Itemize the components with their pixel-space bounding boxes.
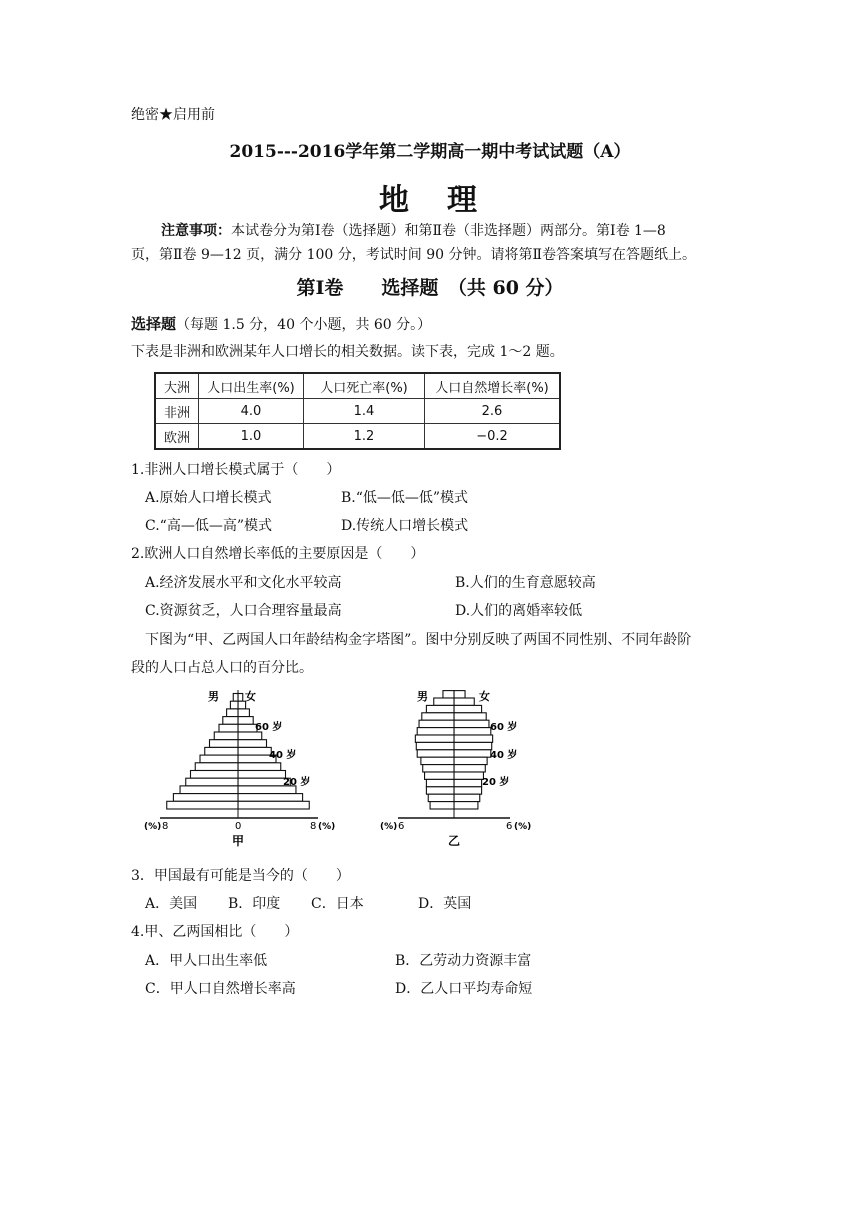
jia-zero-tick: 0 <box>235 821 242 832</box>
yi-male-label: 男 <box>417 690 428 703</box>
yi-female-label: 女 <box>479 690 490 703</box>
jia-male-label: 男 <box>208 690 219 703</box>
yi-name: 乙 <box>448 834 461 848</box>
jia-pct-right-label: (%) <box>318 822 336 832</box>
q3-option-a: A．美国 <box>145 896 198 912</box>
q1-stem: 1.非洲人口增长模式属于（ ） <box>131 462 341 478</box>
jia-male-bar <box>173 794 238 802</box>
yi-male-bar <box>426 787 454 794</box>
yi-male-bar <box>434 698 454 705</box>
jia-age20-label: 20 岁 <box>283 777 311 788</box>
mc-heading <box>131 313 431 334</box>
yi-female-bar <box>454 691 465 698</box>
yi-age40-label: 40 岁 <box>490 750 518 761</box>
table-cell: 欧洲 <box>155 424 199 450</box>
yi-female-bar <box>454 794 480 801</box>
jia-male-bar <box>167 801 238 809</box>
q2-stem: 2.欧洲人口自然增长率低的主要原因是（ ） <box>131 546 425 562</box>
yi-male-bar <box>415 735 454 742</box>
jia-male-bar <box>214 732 238 740</box>
table-cell: 1.0 <box>199 424 304 450</box>
yi-female-bar <box>454 735 493 742</box>
q2-option-a: A.经济发展水平和文化水平较高 <box>145 575 342 591</box>
population-table <box>154 372 561 450</box>
q2-option-d: D.人们的离婚率较低 <box>455 603 583 619</box>
jia-female-bar <box>238 801 309 809</box>
yi-pct-right-label: (%) <box>514 822 532 832</box>
jia-male-bar <box>223 717 238 725</box>
yi-male-bar <box>428 794 454 801</box>
yi-female-bar <box>454 705 482 712</box>
jia-name: 甲 <box>232 834 245 848</box>
table-header-cell: 人口出生率(%) <box>199 373 304 399</box>
jia-female-bar <box>238 709 249 717</box>
q3-stem: 3．甲国最有可能是当今的（ ） <box>131 868 350 884</box>
table-row <box>155 399 560 424</box>
table-cell: 1.4 <box>304 399 425 424</box>
yi-male-bar <box>443 691 454 698</box>
pyramid-jia <box>144 689 335 848</box>
mc-label: 选择题 <box>131 315 177 333</box>
q2-option-c: C.资源贫乏，人口合理容量最高 <box>145 603 342 619</box>
yi-age20-label: 20 岁 <box>482 777 510 788</box>
q3-option-c: C．日本 <box>311 896 364 912</box>
jia-male-bar <box>195 763 238 771</box>
pyramid-yi <box>380 689 531 848</box>
yi-female-bar <box>454 772 483 779</box>
intro-pyramid-line2: 段的人口占总人口的百分比。 <box>131 660 313 676</box>
jia-age60-label: 60 岁 <box>255 722 283 733</box>
q4-option-a: A．甲人口出生率低 <box>145 953 268 969</box>
jia-male-bar <box>210 740 239 748</box>
yi-male-bar <box>423 765 454 772</box>
jia-right-tick: 8 <box>310 821 317 832</box>
table-header-row <box>155 373 560 399</box>
jia-male-bar <box>205 747 238 755</box>
yi-female-bar <box>454 728 491 735</box>
yi-female-bar <box>454 757 487 764</box>
q2-option-b: B.人们的生育意愿较高 <box>455 575 596 591</box>
section-title: 第Ⅰ卷 选择题 （共 60 分） <box>296 277 564 299</box>
population-pyramids <box>130 682 550 850</box>
secret-label: 绝密★启用前 <box>131 107 215 123</box>
yi-female-bar <box>454 742 492 749</box>
q3-option-d: D．英国 <box>418 896 472 912</box>
yi-female-bar <box>454 713 486 720</box>
table-cell: 1.2 <box>304 424 425 450</box>
yi-male-bar <box>430 802 454 809</box>
q4-option-d: D．乙人口平均寿命短 <box>395 981 533 997</box>
yi-female-bar <box>454 787 482 794</box>
jia-female-bar <box>238 717 253 725</box>
table-cell: 2.6 <box>425 399 561 424</box>
jia-female-bar <box>238 740 267 748</box>
yi-male-bar <box>422 713 454 720</box>
yi-male-bar <box>417 750 454 757</box>
jia-female-bar <box>238 794 303 802</box>
jia-female-bar <box>238 732 262 740</box>
yi-female-bar <box>454 779 482 786</box>
jia-male-bar <box>230 701 238 709</box>
yi-male-bar <box>416 742 454 749</box>
jia-female-bar <box>238 694 243 702</box>
yi-male-bar <box>426 779 454 786</box>
yi-female-bar <box>454 765 485 772</box>
table-cell: 4.0 <box>199 399 304 424</box>
mc-info: （每题 1.5 分，40 个小题，共 60 分。） <box>176 317 432 333</box>
yi-left-tick: 6 <box>398 821 405 832</box>
yi-male-bar <box>425 772 454 779</box>
q3-option-b: B．印度 <box>228 896 281 912</box>
yi-pct-label: (%) <box>380 822 398 832</box>
q4-stem: 4.甲、乙两国相比（ ） <box>131 924 299 940</box>
jia-male-bar <box>200 755 238 763</box>
table-header-cell: 人口自然增长率(%) <box>425 373 561 399</box>
yi-age60-label: 60 岁 <box>490 722 518 733</box>
table-cell: 非洲 <box>155 399 199 424</box>
yi-female-bar <box>454 802 478 809</box>
table-cell: −0.2 <box>425 424 561 450</box>
jia-pct-label: (%) <box>144 822 162 832</box>
table-header-cell: 大洲 <box>155 373 199 399</box>
jia-male-bar <box>180 786 238 794</box>
notice-line1 <box>161 220 666 240</box>
table-header-cell: 人口死亡率(%) <box>304 373 425 399</box>
jia-male-bar <box>191 771 239 779</box>
yi-male-bar <box>421 757 454 764</box>
q4-option-c: C．甲人口自然增长率高 <box>145 981 296 997</box>
jia-male-bar <box>219 724 238 732</box>
q4-option-b: B．乙劳动力资源丰富 <box>395 953 532 969</box>
notice-label: 注意事项： <box>161 223 231 239</box>
intro-pyramid-line1: 下图为“甲、乙两国人口年龄结构金字塔图”。图中分别反映了两国不同性别、不同年龄阶 <box>145 632 692 648</box>
yi-right-tick: 6 <box>506 821 513 832</box>
jia-male-bar <box>227 709 238 717</box>
q1-option-b: B.“低—低—低”模式 <box>341 490 469 506</box>
q1-option-d: D.传统人口增长模式 <box>341 518 469 534</box>
q1-option-c: C.“高—低—高”模式 <box>145 518 272 534</box>
jia-male-bar <box>186 778 238 786</box>
yi-female-bar <box>454 698 474 705</box>
yi-female-bar <box>454 720 489 727</box>
jia-female-label: 女 <box>245 690 256 703</box>
jia-left-tick: 8 <box>162 821 169 832</box>
yi-male-bar <box>417 728 454 735</box>
yi-male-bar <box>426 705 454 712</box>
notice-text: 本试卷分为第Ⅰ卷（选择题）和第Ⅱ卷（非选择题）两部分。第Ⅰ卷 1—8 <box>231 223 666 239</box>
jia-female-bar <box>238 771 286 779</box>
yi-female-bar <box>454 750 491 757</box>
q1-option-a: A.原始人口增长模式 <box>145 490 272 506</box>
jia-female-bar <box>238 763 281 771</box>
table-row <box>155 424 560 450</box>
yi-male-bar <box>419 720 454 727</box>
subject-title: 地 理 <box>379 183 481 218</box>
exam-title: 2015---2016学年第二学期高一期中考试试题（A） <box>229 142 631 162</box>
jia-female-bar <box>238 747 271 755</box>
jia-male-bar <box>233 694 238 702</box>
notice-line2: 页，第Ⅱ卷 9—12 页，满分 100 分，考试时间 90 分钟。请将第Ⅱ卷答案填写在答题纸上。 <box>131 247 696 263</box>
intro-table: 下表是非洲和欧洲某年人口增长的相关数据。读下表，完成 1～2 题。 <box>131 344 564 360</box>
jia-age40-label: 40 岁 <box>269 750 297 761</box>
